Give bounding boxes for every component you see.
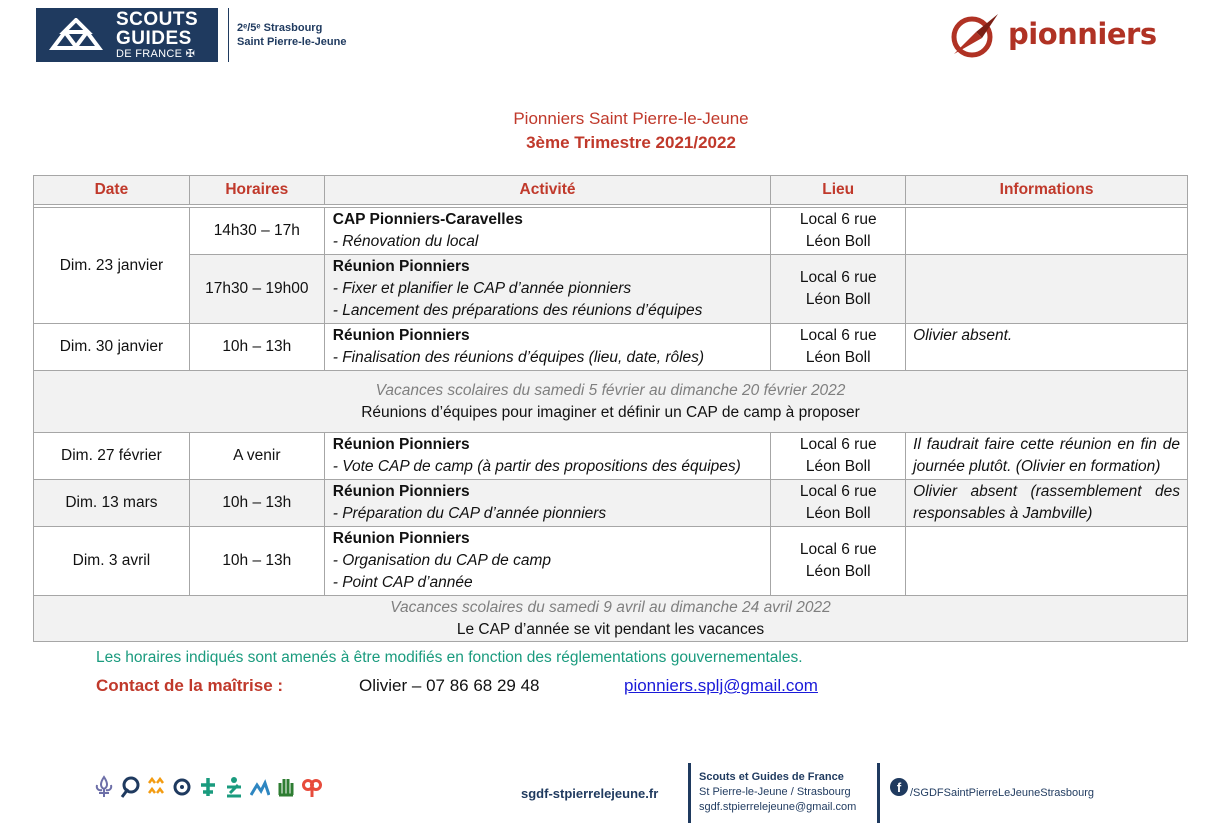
address-line3: sgdf.stpierrelejeune@gmail.com bbox=[699, 801, 857, 813]
place-line1: Local 6 rue bbox=[799, 483, 877, 500]
row-hours: 10h – 13h bbox=[189, 324, 324, 371]
vacation-row bbox=[34, 596, 1188, 642]
place-line1: Local 6 rue bbox=[799, 327, 877, 344]
contact-email-link[interactable]: pionniers.splj@gmail.com bbox=[624, 676, 818, 695]
table-row bbox=[34, 527, 1188, 596]
compass-emblem-icon bbox=[946, 10, 1002, 58]
activity-title: Réunion Pionniers bbox=[332, 327, 470, 344]
row-hours: 14h30 – 17h bbox=[189, 208, 324, 255]
row-activity bbox=[324, 433, 771, 480]
place-line1: Local 6 rue bbox=[799, 269, 877, 286]
row-date: Dim. 13 mars bbox=[34, 480, 190, 527]
mountain-icon bbox=[250, 775, 270, 799]
place-line2: Léon Boll bbox=[805, 458, 871, 475]
table-row bbox=[34, 208, 1188, 255]
sgdf-logo-block bbox=[36, 8, 218, 62]
activity-title: Réunion Pionniers bbox=[332, 258, 470, 275]
activity-detail: - Point CAP d’année bbox=[332, 574, 473, 591]
row-hours: 17h30 – 19h00 bbox=[189, 255, 324, 324]
pionniers-logo bbox=[946, 10, 1157, 58]
row-info bbox=[906, 255, 1188, 324]
address-block bbox=[688, 763, 856, 823]
place-line2: Léon Boll bbox=[805, 563, 871, 580]
compass-icon bbox=[120, 775, 140, 799]
schedule-note: Les horaires indiqués sont amenés à être modifiés en fonction des réglementations gouvernementales. bbox=[96, 649, 803, 666]
place-line1: Local 6 rue bbox=[799, 211, 877, 228]
sgdf-line3: DE FRANCE ✠ bbox=[116, 47, 196, 60]
activity-detail: - Préparation du CAP d’année pionniers bbox=[332, 505, 607, 522]
website-label: sgdf-stpierrelejeune.fr bbox=[521, 786, 659, 801]
address-line1: Scouts et Guides de France bbox=[699, 771, 844, 783]
row-activity bbox=[324, 208, 771, 255]
activity-detail: - Organisation du CAP de camp bbox=[332, 552, 552, 569]
table-row bbox=[34, 324, 1188, 371]
row-activity bbox=[324, 324, 771, 371]
row-activity bbox=[324, 480, 771, 527]
header-info: Informations bbox=[906, 176, 1188, 205]
row-info: Il faudrait faire cette réunion en fin de journée plutôt. (Olivier en formation) bbox=[906, 433, 1188, 480]
group-line1: 2ᵉ/5ᵉ Strasbourg bbox=[237, 22, 323, 34]
branch-icons bbox=[94, 775, 322, 799]
row-place bbox=[771, 255, 906, 324]
vacation-cell bbox=[34, 596, 1188, 642]
sgdf-line1: SCOUTS bbox=[116, 8, 199, 30]
vacation-cell bbox=[34, 371, 1188, 433]
row-date: Dim. 3 avril bbox=[34, 527, 190, 596]
place-line2: Léon Boll bbox=[805, 505, 871, 522]
sgdf-logo bbox=[36, 8, 346, 62]
header-hours: Horaires bbox=[189, 176, 324, 205]
row-info: Olivier absent. bbox=[906, 324, 1188, 371]
row-date: Dim. 27 février bbox=[34, 433, 190, 480]
table-row bbox=[34, 255, 1188, 324]
table-row bbox=[34, 433, 1188, 480]
hand-icon bbox=[276, 775, 296, 799]
group-name bbox=[228, 8, 346, 62]
facebook-icon: f bbox=[890, 778, 908, 796]
row-info bbox=[906, 527, 1188, 596]
fleur-de-lys-icon bbox=[94, 775, 114, 799]
row-hours: 10h – 13h bbox=[189, 527, 324, 596]
header-activity: Activité bbox=[324, 176, 771, 205]
row-date: Dim. 23 janvier bbox=[34, 208, 190, 324]
header-date: Date bbox=[34, 176, 190, 205]
address-line2: St Pierre-le-Jeune / Strasbourg bbox=[699, 786, 851, 798]
contact-label: Contact de la maîtrise : bbox=[96, 676, 284, 695]
row-place bbox=[771, 208, 906, 255]
activity-detail: - Fixer et planifier le CAP d’année pionniers bbox=[332, 280, 632, 297]
activity-detail: - Lancement des préparations des réunions d’équipes bbox=[332, 302, 703, 319]
cross-icon bbox=[198, 775, 218, 799]
place-line2: Léon Boll bbox=[805, 291, 871, 308]
schedule-table bbox=[33, 175, 1188, 642]
vacation-dates: Vacances scolaires du samedi 9 avril au dimanche 24 avril 2022 bbox=[390, 598, 831, 616]
tree-icon bbox=[302, 775, 322, 799]
row-activity bbox=[324, 527, 771, 596]
place-line2: Léon Boll bbox=[805, 349, 871, 366]
group-line2: Saint Pierre-le-Jeune bbox=[237, 36, 347, 48]
table-row bbox=[34, 480, 1188, 527]
row-info: Olivier absent (rassemblement des responsables à Jambville) bbox=[906, 480, 1188, 527]
place-line1: Local 6 rue bbox=[799, 436, 877, 453]
row-place bbox=[771, 324, 906, 371]
activity-title: Réunion Pionniers bbox=[332, 530, 470, 547]
sgdf-emblem-icon bbox=[36, 8, 116, 62]
sgdf-line2: GUIDES bbox=[116, 27, 192, 49]
kayak-icon bbox=[224, 775, 244, 799]
contact-name: Olivier – 07 86 68 29 48 bbox=[359, 676, 540, 695]
activity-detail: - Vote CAP de camp (à partir des propositions des équipes) bbox=[332, 458, 741, 475]
page-title: Pionniers Saint Pierre-le-Jeune bbox=[513, 109, 749, 128]
row-hours: A venir bbox=[189, 433, 324, 480]
row-activity bbox=[324, 255, 771, 324]
circle-icon bbox=[172, 775, 192, 799]
activity-detail: - Finalisation des réunions d’équipes (lieu, date, rôles) bbox=[332, 349, 705, 366]
row-place bbox=[771, 527, 906, 596]
header-place: Lieu bbox=[771, 176, 906, 205]
place-line1: Local 6 rue bbox=[799, 541, 877, 558]
row-place bbox=[771, 433, 906, 480]
vacation-row bbox=[34, 371, 1188, 433]
flame-icon bbox=[146, 775, 166, 799]
sgdf-wordmark bbox=[116, 10, 198, 61]
activity-title: CAP Pionniers-Caravelles bbox=[332, 211, 523, 228]
facebook-block bbox=[877, 763, 1094, 823]
row-info bbox=[906, 208, 1188, 255]
vacation-dates: Vacances scolaires du samedi 5 février au dimanche 20 février 2022 bbox=[375, 381, 846, 399]
table-header-row bbox=[34, 176, 1188, 205]
activity-detail: - Rénovation du local bbox=[332, 233, 479, 250]
row-place bbox=[771, 480, 906, 527]
facebook-handle: /SGDFSaintPierreLeJeuneStrasbourg bbox=[910, 787, 1095, 799]
row-date: Dim. 30 janvier bbox=[34, 324, 190, 371]
place-line2: Léon Boll bbox=[805, 233, 871, 250]
pionniers-wordmark: pionniers bbox=[1008, 17, 1157, 51]
vacation-note: Réunions d’équipes pour imaginer et définir un CAP de camp à proposer bbox=[361, 403, 860, 421]
vacation-note: Le CAP d’année se vit pendant les vacances bbox=[456, 620, 765, 638]
activity-title: Réunion Pionniers bbox=[332, 436, 470, 453]
row-hours: 10h – 13h bbox=[189, 480, 324, 527]
page-subtitle: 3ème Trimestre 2021/2022 bbox=[526, 133, 736, 152]
activity-title: Réunion Pionniers bbox=[332, 483, 470, 500]
